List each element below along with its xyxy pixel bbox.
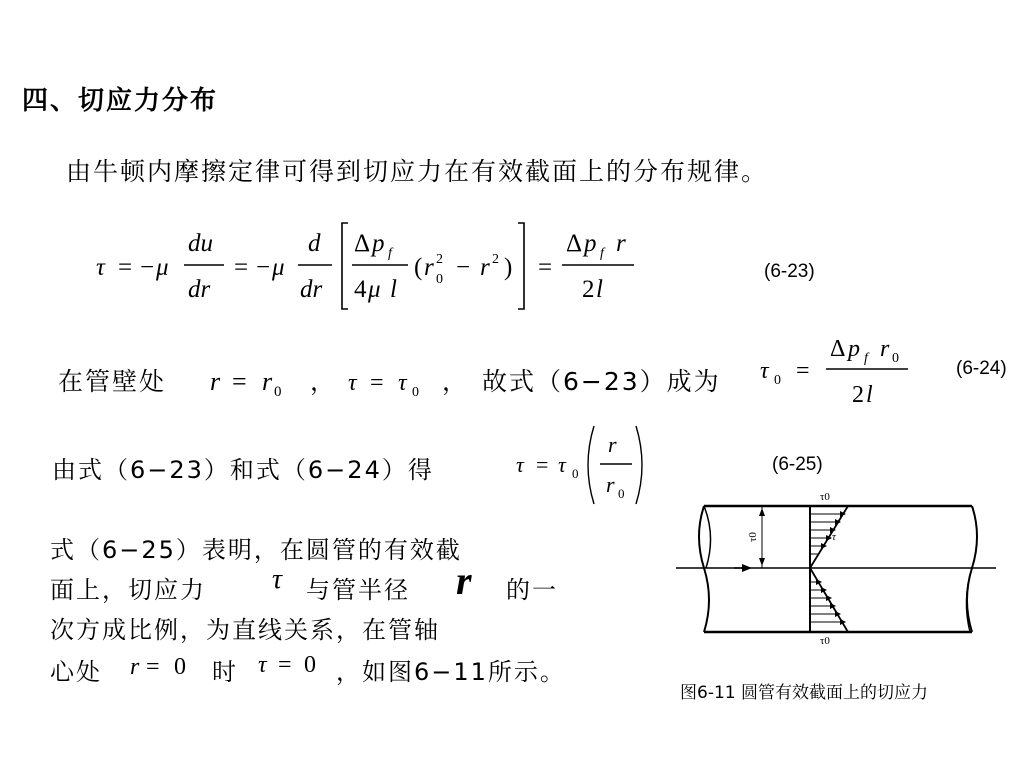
svg-text:dr: dr — [300, 276, 323, 303]
svg-text:τ0: τ0 — [820, 635, 830, 647]
svg-text:=: = — [118, 254, 133, 281]
formula-r-eq-r0 — [206, 360, 316, 400]
svg-text:d: d — [308, 230, 321, 257]
svg-text:r: r — [880, 336, 890, 362]
equation-6-24 — [756, 328, 916, 414]
equation-6-23 — [90, 215, 650, 315]
svg-text:p: p — [848, 336, 860, 362]
text-becomes: 故式（6−23）成为 — [482, 367, 721, 396]
svg-text:−: − — [140, 254, 155, 281]
svg-text:(: ( — [414, 254, 423, 281]
svg-text:Δ: Δ — [830, 336, 846, 362]
svg-text:=: = — [278, 652, 292, 678]
paragraph-line-4a: 心处 — [50, 658, 102, 686]
svg-text:Δ: Δ — [566, 230, 583, 257]
figure-pipe-shear-stress — [676, 488, 996, 648]
svg-text:μ: μ — [368, 276, 381, 303]
svg-text:f: f — [388, 246, 392, 261]
svg-text:f: f — [600, 246, 604, 261]
svg-text:=: = — [232, 367, 247, 396]
svg-text:τ: τ — [760, 358, 769, 384]
svg-text:−: − — [256, 254, 271, 281]
svg-text:2: 2 — [582, 276, 595, 303]
svg-text:τ0: τ0 — [820, 491, 830, 503]
svg-text:r: r — [616, 230, 626, 257]
text-at-pipe-wall: 在管壁处 — [58, 367, 167, 396]
paragraph-line-4b: 时 — [212, 658, 238, 686]
text-from-eqs: 由式（6−23）和式（6−24）得 — [52, 456, 434, 484]
figure-caption: 图6-11 圆管有效截面上的切应力 — [680, 683, 928, 703]
svg-text:=: = — [536, 452, 549, 477]
svg-text:τ: τ — [348, 370, 357, 396]
svg-text:Δ: Δ — [354, 230, 371, 257]
paragraph-line-2a: 面上，切应力 — [50, 576, 206, 604]
svg-text:): ) — [504, 254, 513, 281]
svg-text:τ: τ — [272, 564, 283, 595]
svg-text:p: p — [584, 230, 597, 257]
svg-text:τ: τ — [832, 531, 836, 543]
svg-text:4: 4 — [354, 276, 367, 303]
paragraph-line-2b: 与管半径 — [306, 576, 410, 604]
svg-text:=: = — [146, 654, 160, 680]
svg-text:−: − — [456, 254, 471, 281]
svg-text:p: p — [372, 230, 385, 257]
svg-text:=: = — [370, 370, 384, 396]
svg-text:0: 0 — [892, 351, 899, 366]
paragraph-line-4c: ，如图6−11所示。 — [336, 658, 566, 686]
comma-2: ， — [442, 367, 470, 396]
svg-text:r: r — [606, 472, 615, 497]
symbol-tau — [268, 562, 298, 596]
formula-tau-eq-0 — [252, 646, 332, 680]
svg-text:0: 0 — [618, 486, 625, 501]
svg-text:f: f — [864, 351, 868, 366]
svg-text:τ: τ — [516, 452, 524, 477]
svg-text:r: r — [608, 432, 617, 457]
equation-6-25 — [512, 420, 652, 510]
svg-text:l: l — [866, 382, 873, 408]
eq-tau: τ — [96, 254, 105, 281]
svg-text:2: 2 — [852, 382, 864, 408]
svg-text:τ: τ — [558, 452, 566, 477]
svg-text:=: = — [796, 358, 810, 384]
svg-text:=: = — [538, 254, 553, 281]
paragraph-line-1: 式（6−25）表明，在圆管的有效截 — [50, 536, 462, 564]
svg-text:τ0: τ0 — [747, 532, 759, 542]
svg-text:=: = — [234, 254, 249, 281]
equation-number-6-25: (6-25) — [772, 454, 823, 475]
svg-text:r: r — [262, 367, 273, 396]
equation-number-6-23: (6-23) — [764, 261, 815, 282]
svg-text:r: r — [130, 654, 140, 680]
equation-number-6-24: (6-24) — [956, 358, 1007, 379]
svg-text:0: 0 — [412, 385, 419, 400]
svg-text:l: l — [596, 276, 603, 303]
section-heading: 四、切应力分布 — [22, 86, 219, 116]
paragraph-line-3: 次方成比例，为直线关系，在管轴 — [50, 616, 440, 644]
intro-text: 由牛顿内摩擦定律可得到切应力在有效截面上的分布规律。 — [66, 157, 769, 186]
svg-text:0: 0 — [436, 272, 443, 287]
svg-text:r: r — [424, 254, 434, 281]
svg-text:r: r — [456, 558, 472, 603]
svg-text:μ: μ — [156, 254, 169, 281]
svg-text:r: r — [210, 367, 221, 396]
svg-text:0: 0 — [304, 652, 316, 678]
svg-text:τ: τ — [398, 370, 407, 396]
svg-text:du: du — [188, 230, 213, 257]
svg-text:l: l — [390, 276, 397, 303]
svg-text:2: 2 — [492, 252, 499, 267]
formula-tau-eq-tau0 — [344, 360, 444, 400]
svg-text:0: 0 — [174, 654, 186, 680]
svg-text:0: 0 — [274, 384, 282, 400]
symbol-r — [452, 558, 492, 604]
paragraph-line-2c: 的一 — [506, 576, 558, 604]
svg-text:dr: dr — [188, 276, 211, 303]
svg-text:0: 0 — [572, 466, 579, 481]
formula-r-eq-0 — [124, 648, 204, 682]
comma-1: ， — [310, 367, 338, 396]
svg-text:r: r — [480, 254, 490, 281]
svg-text:τ: τ — [258, 652, 267, 678]
svg-text:2: 2 — [436, 252, 443, 267]
svg-text:0: 0 — [774, 373, 781, 388]
svg-text:μ: μ — [272, 254, 285, 281]
